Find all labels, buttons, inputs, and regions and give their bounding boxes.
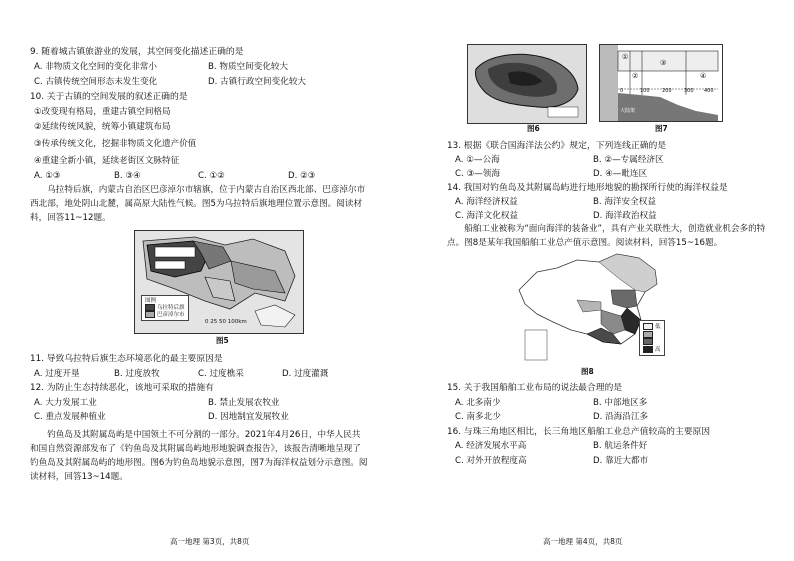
figure-5-legend xyxy=(141,295,189,321)
page-footer-left: 高一地理 第3页，共8页 xyxy=(170,537,250,546)
figure-5-caption: 图5 xyxy=(216,336,229,345)
legend-item-1: 乌拉特后旗 xyxy=(157,305,185,312)
map-scale-bar: 0 25 50 100km xyxy=(205,319,247,325)
q15-option-c[interactable]: C. 南多北少 xyxy=(455,412,501,422)
figure-5-map xyxy=(134,230,304,334)
q12-option-c[interactable]: C. 重点发展种植业 xyxy=(34,412,106,422)
q13-option-d[interactable]: D. ④—毗连区 xyxy=(593,169,648,179)
passage-13-14: 钓鱼岛及其附属岛屿是中国领土不可分割的一部分。2021年4月26日，中华人民共和国自然资源部发布了《钓鱼岛及其附属岛屿地形地貌调查报告》，该报告清晰地呈现了钓鱼岛及其附属岛屿的地形图。图6为钓鱼岛地貌示意图，图7为海洋权益划分示意图。阅读材料，回答13~14题。 xyxy=(30,430,368,482)
passage-11-12: 乌拉特后旗，内蒙古自治区巴彦淖尔市辖旗，位于内蒙古自治区西北部、巴彦淖尔市西北部，地处阴山北麓，属高原大陆性气候。图5为乌拉特后旗地理位置示意图。阅读材料，回答11~12题。 xyxy=(30,185,366,223)
q10-item-1: ①改变现有格局，重建古镇空间格局 xyxy=(34,107,171,117)
q12-option-d[interactable]: D. 因地制宜发展牧业 xyxy=(208,412,289,422)
q11-option-c[interactable]: C. 过度樵采 xyxy=(198,369,244,379)
tick-300: 300 xyxy=(684,88,694,94)
q13-option-b[interactable]: B. ②—专属经济区 xyxy=(593,155,664,165)
zone-label-4: ④ xyxy=(700,72,707,80)
figure-6-island-map xyxy=(467,44,587,124)
figure-6-caption: 图6 xyxy=(527,124,540,133)
figure-7-caption: 图7 xyxy=(655,124,668,133)
page-footer-right: 高一地理 第4页，共8页 xyxy=(543,537,623,546)
q15-option-b[interactable]: B. 中部地区多 xyxy=(593,398,648,408)
q9-option-a[interactable]: A. 非物质文化空间的变化非常小 xyxy=(34,62,157,72)
q9-option-b[interactable]: B. 物质空间变化较大 xyxy=(208,62,289,72)
tick-100: 100 xyxy=(640,88,650,94)
question-16-stem: 16. 与珠三角地区相比，长三角地区船舶工业总产值较高的主要原因 xyxy=(447,427,711,437)
q10-item-2: ②延续传统风貌，统筹小镇建筑布局 xyxy=(34,122,171,132)
q15-option-d[interactable]: D. 沿海沿江多 xyxy=(593,412,649,422)
passage-15-16: 船舶工业被称为“面向海洋的装备业”，具有产业关联性大，创造就业机会多的特点。图8是某年我国船舶工业总产值示意图。阅读材料，回答15~16题。 xyxy=(447,224,766,248)
question-9-stem: 9. 随着城古镇旅游业的发展，其空间变化描述正确的是 xyxy=(30,47,244,57)
tick-200: 200 xyxy=(662,88,672,94)
question-10-stem: 10. 关于古镇的空间发展的叙述正确的是 xyxy=(30,92,188,102)
q10-option-c[interactable]: C. ①② xyxy=(198,171,225,181)
q10-item-3: ③传承传统文化，挖掘非物质文化遗产价值 xyxy=(34,139,197,149)
legend-swatch-dark xyxy=(145,304,155,311)
q12-option-b[interactable]: B. 禁止发展农牧业 xyxy=(208,398,280,408)
zone-label-3: ③ xyxy=(660,59,667,67)
legend-low: 低 xyxy=(655,324,661,330)
legend-swatch-mid2 xyxy=(643,338,653,345)
legend-swatch-light xyxy=(145,311,155,318)
q10-item-4: ④重建全新小镇，延续老街区文脉特征 xyxy=(34,156,180,166)
question-15-stem: 15. 关于我国船舶工业布局的说法最合理的是 xyxy=(447,383,623,393)
question-13-stem: 13. 根据《联合国海洋法公约》规定，下列连线正确的是 xyxy=(447,141,667,151)
q11-option-a[interactable]: A. 过度开垦 xyxy=(34,369,80,379)
shelf-label: 大陆架 xyxy=(620,108,636,114)
legend-title: 图例 xyxy=(145,298,157,304)
q9-option-c[interactable]: C. 古镇传统空间形态未发生变化 xyxy=(34,77,158,87)
q14-option-c[interactable]: C. 海洋文化权益 xyxy=(455,211,519,221)
q10-option-d[interactable]: D. ②③ xyxy=(288,171,316,181)
q15-option-a[interactable]: A. 北多南少 xyxy=(455,398,501,408)
tick-400: 400 xyxy=(704,88,714,94)
q10-option-a[interactable]: A. ①③ xyxy=(34,171,61,181)
q11-option-d[interactable]: D. 过度灌溉 xyxy=(282,369,329,379)
question-14-stem: 14. 我国对钓鱼岛及其附属岛屿进行地形地貌的勘探所行使的海洋权益是 xyxy=(447,183,728,193)
q11-option-b[interactable]: B. 过度放牧 xyxy=(114,369,160,379)
figure-8-legend xyxy=(639,320,665,356)
q13-option-a[interactable]: A. ①—公海 xyxy=(455,155,500,165)
q9-option-d[interactable]: D. 古镇行政空间变化较大 xyxy=(208,77,307,87)
maritime-zones-graphic xyxy=(600,45,722,121)
figure-8-caption: 图8 xyxy=(581,367,594,376)
q14-option-b[interactable]: B. 海洋安全权益 xyxy=(593,197,656,207)
legend-item-2: 巴彦淖尔市 xyxy=(157,312,185,319)
q13-option-c[interactable]: C. ③—领海 xyxy=(455,169,500,179)
legend-swatch-low xyxy=(643,323,653,330)
legend-high: 高 xyxy=(655,346,661,353)
q14-option-d[interactable]: D. 海洋政治权益 xyxy=(593,211,657,221)
question-12-stem: 12. 为防止生态持续恶化，该地可采取的措施有 xyxy=(30,383,214,393)
zone-label-2: ② xyxy=(632,72,639,80)
q12-option-a[interactable]: A. 大力发展工业 xyxy=(34,398,97,408)
figure-8-china-map xyxy=(517,250,667,366)
q10-option-b[interactable]: B. ③④ xyxy=(114,171,141,181)
island-relief-graphic xyxy=(468,45,586,123)
q16-option-c[interactable]: C. 对外开放程度高 xyxy=(455,456,527,466)
figure-7-maritime-zones xyxy=(599,44,723,122)
zone-label-1: ① xyxy=(622,53,629,61)
legend-swatch-mid1 xyxy=(643,331,653,338)
q14-option-a[interactable]: A. 海洋经济权益 xyxy=(455,197,518,207)
q16-option-d[interactable]: D. 靠近大都市 xyxy=(593,456,649,466)
legend-swatch-high xyxy=(643,346,653,353)
q16-option-b[interactable]: B. 航运条件好 xyxy=(593,441,648,451)
q16-option-a[interactable]: A. 经济发展水平高 xyxy=(455,441,527,451)
tick-0: 0 xyxy=(620,88,624,94)
question-11-stem: 11. 导致乌拉特后旗生态环境恶化的最主要原因是 xyxy=(30,354,223,364)
